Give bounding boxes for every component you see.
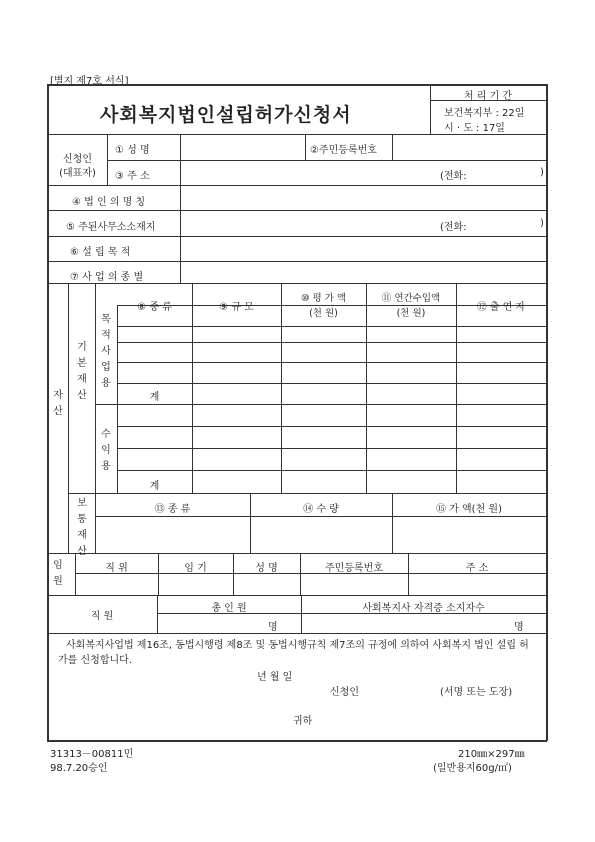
col-income-header: ⑪ 연간수입액	[381, 293, 441, 304]
frame-top	[47, 84, 547, 86]
corp-name-label: ④ 법 인 의 명 칭	[72, 197, 146, 208]
row-line-210	[47, 210, 547, 211]
processing-header: 처 리 기 간	[463, 91, 513, 102]
asset-basic-bottom	[68, 493, 546, 494]
asset-row-1	[117, 326, 546, 327]
ordinary-qty-header: ⑭ 수 량	[303, 504, 339, 515]
applicant-mid-line	[107, 160, 546, 161]
frame-right	[546, 84, 548, 741]
id-label: ②주민등록번호	[310, 145, 377, 156]
signature-note: (서명 또는 도장)	[440, 687, 513, 698]
name-label: ① 성 명	[115, 145, 150, 156]
staff-qualified-header: 사회복지사 자격증 소지자수	[362, 603, 485, 614]
address-label: ③ 주 소	[115, 171, 150, 182]
rows-label-divider	[180, 185, 181, 283]
title-bottom-line	[47, 134, 547, 135]
footer-paper-size: 210㎜×297㎜	[458, 749, 525, 760]
income-total-label: 계	[149, 481, 160, 492]
basic-label-divider	[95, 283, 96, 493]
col-donor-header: ⑫ 출 연 자	[476, 302, 526, 313]
phone-label-2: (전화:	[440, 222, 467, 233]
ordinary-type-header: ⑬ 종 류	[154, 504, 191, 515]
asset-col-4	[456, 283, 457, 493]
col-scale-header: ⑨ 규 모	[219, 302, 254, 313]
applicant-sublabel: (대표자)	[59, 168, 96, 179]
staff-qualified-unit: 명	[514, 622, 524, 633]
processing-ministry: 보건복지부 : 22일	[444, 108, 525, 119]
form-number-tag: [별지 제7호 서식]	[50, 76, 129, 87]
assets-label-divider	[68, 283, 69, 553]
phone-close-1: )	[540, 167, 544, 178]
asset-row-5	[117, 426, 546, 427]
col-value-unit: (천 원)	[309, 308, 338, 319]
frame-left	[47, 84, 49, 741]
asset-row-6	[117, 448, 546, 449]
ordinary-header-line	[95, 516, 546, 517]
ordinary-value-header: ⑮ 가 액(천 원)	[436, 504, 502, 515]
footer-form-code: 31313－00811민	[50, 749, 134, 760]
officer-term-header: 임 기	[184, 563, 207, 574]
purpose-total-label: 계	[149, 392, 160, 403]
staff-bottom	[47, 633, 547, 634]
page-title: 사회복지법인설립허가신청서	[100, 104, 352, 126]
income-use-label: 수익용	[101, 429, 111, 472]
asset-row-3	[117, 362, 546, 363]
assets-bottom	[47, 553, 547, 554]
officer-position-header: 직 위	[105, 563, 128, 574]
applicant-signature-label: 신청인	[330, 687, 359, 698]
officers-label: 임원	[53, 560, 63, 587]
officer-id-header: 주민등록번호	[325, 563, 383, 574]
id-divider-left	[305, 134, 306, 160]
officer-address-header: 주 소	[465, 563, 489, 574]
applicant-label-divider	[180, 134, 181, 185]
purpose-use-label: 목적사업용	[101, 314, 111, 389]
business-label: ⑦ 사 업 의 종 별	[70, 272, 144, 283]
date-line: 년 월 일	[257, 672, 293, 683]
footer-approval: 98.7.20승인	[50, 763, 108, 774]
frame-bottom	[47, 740, 547, 742]
asset-row-7	[117, 470, 546, 471]
asset-row-2	[117, 342, 546, 343]
office-label: ⑤ 주된사무소소재지	[66, 222, 156, 233]
phone-close-2: )	[540, 218, 544, 229]
row-line-283	[47, 283, 547, 284]
row-line-236	[47, 236, 547, 237]
col-value-header: ⑩ 평 가 액	[300, 293, 347, 304]
application-statement: 사회복지사업법 제16조, 동법시행령 제8조 및 동법시행규칙 제7조의 규정에 의하여 사회복지 법인 설립 허가를 신청합니다.	[58, 640, 529, 666]
col-income-unit: (천 원)	[396, 308, 426, 319]
officer-name-header: 성 명	[255, 563, 278, 574]
row-line-185	[47, 185, 547, 186]
id-divider-right	[392, 134, 393, 160]
staff-label: 직 원	[90, 611, 114, 622]
purpose-label: ⑥ 설 립 목 적	[70, 247, 131, 258]
phone-label-1: (전화:	[440, 171, 467, 182]
purpose-income-split	[95, 404, 546, 405]
assets-label: 자산	[53, 390, 63, 417]
footer-paper-type: (일반용지60g/㎡)	[433, 763, 512, 774]
recipient-label: 귀하	[293, 716, 313, 727]
staff-total-header: 총 인 원	[211, 603, 247, 614]
row-line-261	[47, 261, 547, 262]
applicant-label: 신청인	[63, 154, 92, 165]
ordinary-assets-label: 보통재산	[77, 498, 87, 557]
processing-province: 시 · 도 : 17일	[444, 123, 505, 134]
basic-assets-label: 기본재산	[77, 342, 87, 401]
asset-row-4	[117, 383, 546, 384]
officers-bottom	[47, 595, 547, 596]
asset-col-1	[192, 283, 193, 493]
staff-total-unit: 명	[268, 622, 278, 633]
col-type-header: ⑧ 종 류	[137, 302, 172, 313]
